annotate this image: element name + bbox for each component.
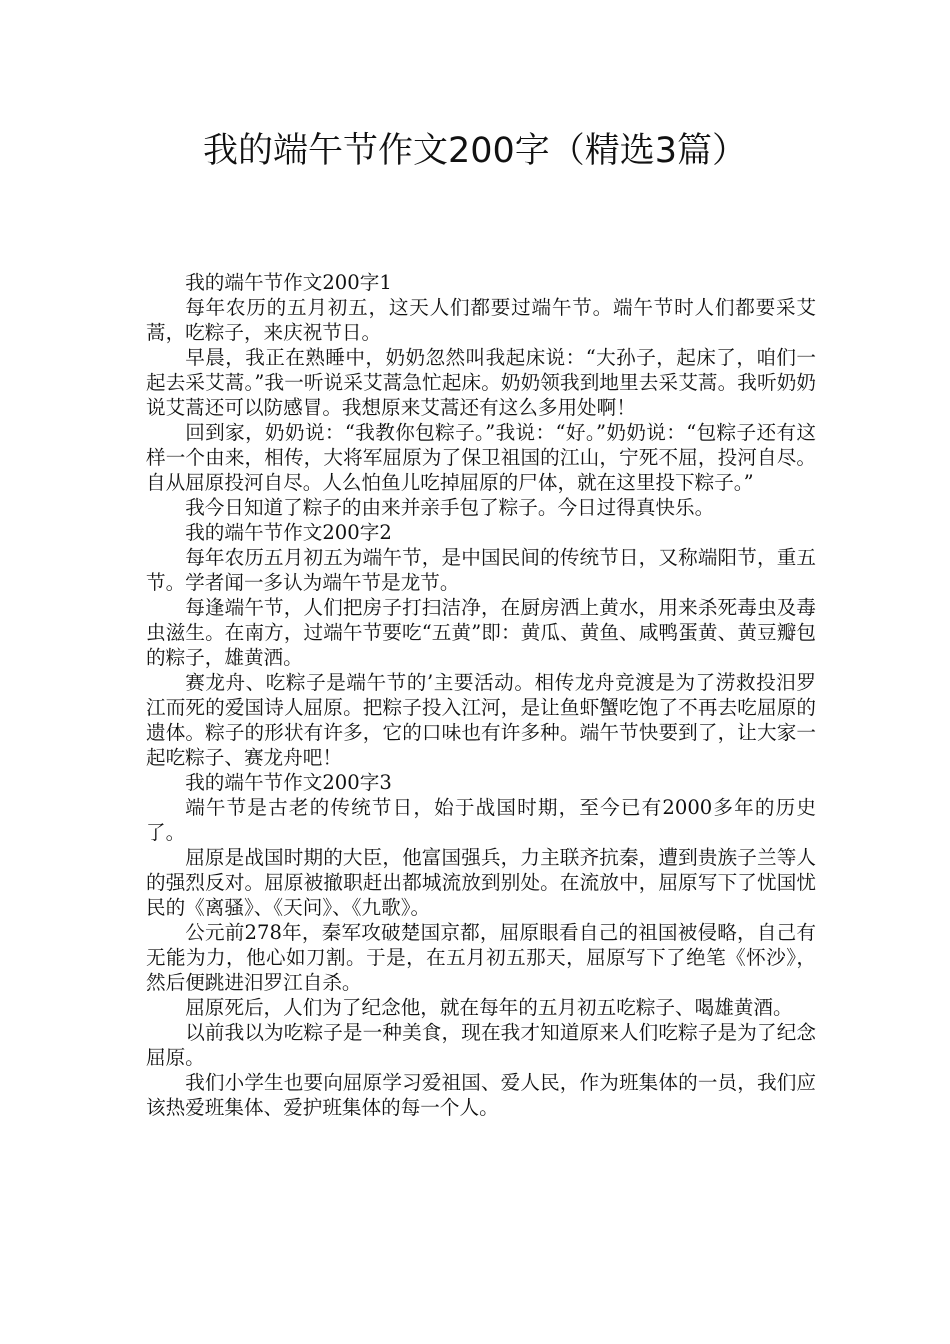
paragraph: 以前我以为吃粽子是一种美食，现在我才知道原来人们吃粽子是为了纪念屈原。 bbox=[146, 1021, 816, 1069]
essay-heading-2: 我的端午节作文200字2 bbox=[185, 521, 392, 544]
essay-heading-1: 我的端午节作文200字1 bbox=[185, 271, 392, 294]
document-body bbox=[146, 270, 816, 1120]
paragraph: 每年农历五月初五为端午节，是中国民间的传统节日，又称端阳节，重五节。学者闻一多认为端午节是龙节。 bbox=[146, 546, 816, 594]
paragraph: 公元前278年，秦军攻破楚国京都，屈原眼看自己的祖国被侵略，自己有无能为力，他心如刀割。于是，在五月初五那天，屈原写下了绝笔《怀沙》，然后便跳进汨罗江自杀。 bbox=[146, 921, 816, 994]
paragraph: 屈原是战国时期的大臣，他富国强兵，力主联齐抗秦，遭到贵族子兰等人的强烈反对。屈原被撤职赶出都城流放到别处。在流放中，屈原写下了忧国忧民的《离骚》、《天问》、《九歌》。 bbox=[146, 846, 816, 919]
paragraph: 每逢端午节，人们把房子打扫洁净，在厨房洒上黄水，用来杀死毒虫及毒虫滋生。在南方，过端午节要吃“五黄”即：黄瓜、黄鱼、咸鸭蛋黄、黄豆瓣包的粽子，雄黄洒。 bbox=[146, 596, 816, 669]
document-title: 我的端午节作文200字（精选3篇） bbox=[202, 131, 748, 171]
paragraph: 我今日知道了粽子的由来并亲手包了粽子。今日过得真快乐。 bbox=[185, 496, 715, 519]
paragraph: 端午节是古老的传统节日，始于战国时期，至今已有2000多年的历史了。 bbox=[146, 796, 816, 844]
paragraph: 回到家，奶奶说：“我教你包粽子。”我说：“好。”奶奶说：“包粽子还有这样一个由来，相传，大将军屈原为了保卫祖国的江山，宁死不屈，投河自尽。自从屈原投河自尽。人么怕鱼儿吃掉屈原的尸体，就在这里投下粽子。” bbox=[146, 421, 816, 494]
paragraph: 我们小学生也要向屈原学习爱祖国、爱人民，作为班集体的一员，我们应该热爱班集体、爱护班集体的每一个人。 bbox=[146, 1071, 816, 1119]
paragraph: 赛龙舟、吃粽子是端午节的’主要活动。相传龙舟竞渡是为了涝救投汨罗江而死的爱国诗人屈原。把粽子投入江河，是让鱼虾蟹吃饱了不再去吃屈原的遗体。粽子的形状有许多，它的口味也有许多种。端午节快要到了，让大家一起吃粽子、赛龙舟吧！ bbox=[146, 671, 816, 769]
paragraph: 每年农历的五月初五，这天人们都要过端午节。端午节时人们都要采艾蒿，吃粽子，来庆祝节日。 bbox=[146, 296, 816, 344]
paragraph: 屈原死后，人们为了纪念他，就在每年的五月初五吃粽子、喝雄黄酒。 bbox=[185, 996, 793, 1019]
paragraph: 早晨，我正在熟睡中，奶奶忽然叫我起床说：“大孙子，起床了，咱们一起去采艾蒿。”我一听说采艾蒿急忙起床。奶奶领我到地里去采艾蒿。我听奶奶说艾蒿还可以防感冒。我想原来艾蒿还有这么多用处啊！ bbox=[146, 346, 816, 419]
essay-heading-3: 我的端午节作文200字3 bbox=[185, 771, 392, 794]
